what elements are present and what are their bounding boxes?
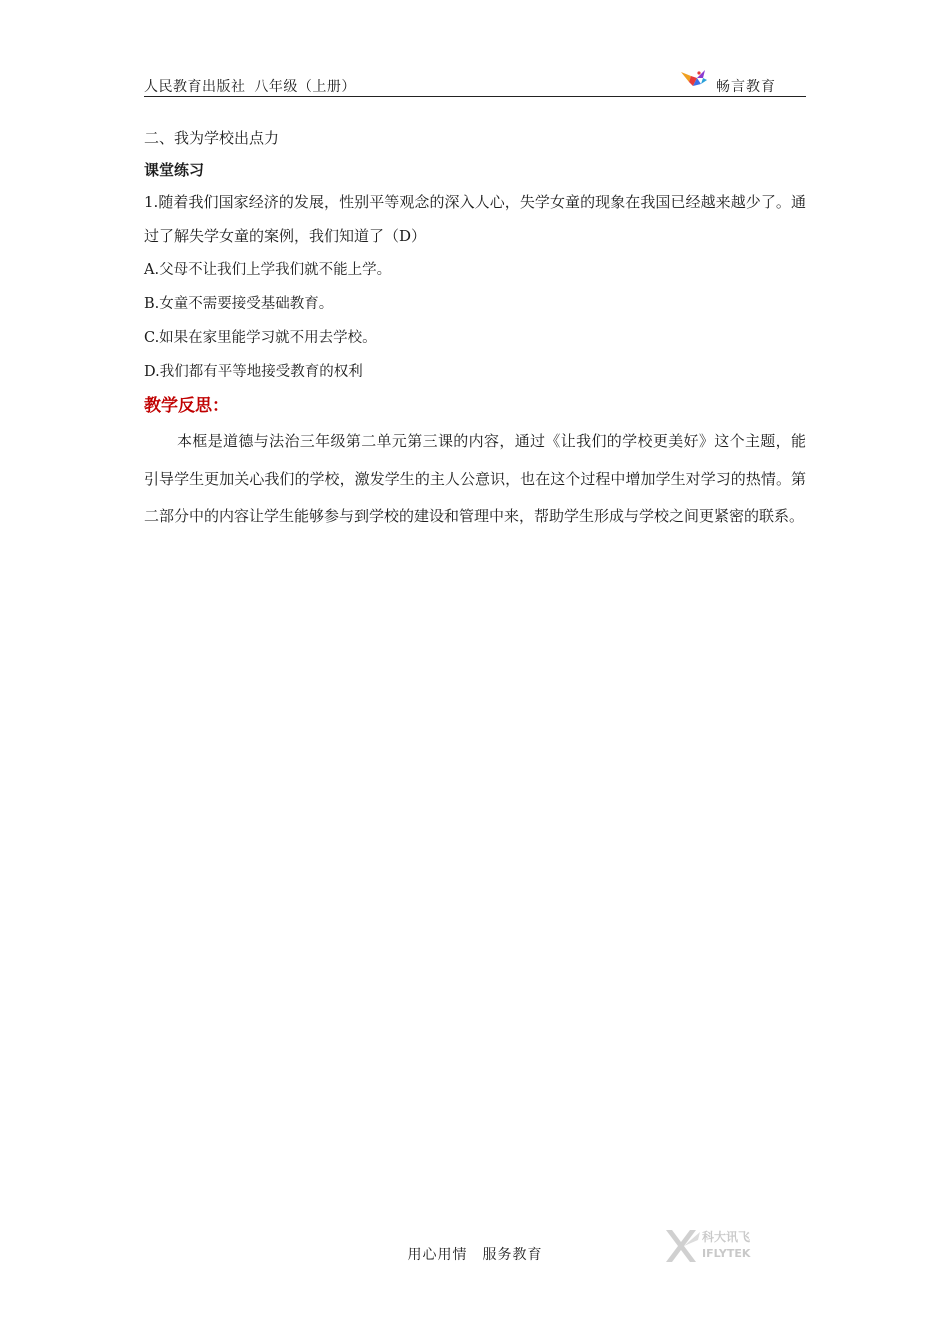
logo-text-en: IFLYTEK [702,1247,751,1260]
footer-slogan: 用心用情 服务教育 [407,1247,543,1263]
reflection-heading: 教学反思： [144,396,229,416]
iflytek-logo-icon [664,1226,774,1264]
changyan-bird-logo-icon [679,66,709,92]
reflection-body: 本框是道德与法治三年级第二单元第三课的内容，通过《让我们的学校更美好》这个主题，能引导学生更加关心我们的学校，激发学生的主人公意识，也在这个过程中增加学生对学习的热情。第二部分中的内容让学生能够参与到学校的建设和管理中来，帮助学生形成与学校之间更紧密的联系。 [144,432,806,525]
section-title: 二、我为学校出点力 [144,129,280,147]
option-b: B.女童不需要接受基础教育。 [144,296,334,312]
page-header [144,72,806,97]
option-a: A.父母不让我们上学我们就不能上学。 [144,262,392,278]
option-d: D.我们都有平等地接受教育的权利 [144,364,363,380]
logo-text-cn: 科大讯飞 [702,1230,751,1244]
question-text: 1.随着我们国家经济的发展，性别平等观念的深入人心，失学女童的现象在我国已经越来越少了。通过了解失学女童的案例，我们知道了（D） [144,193,806,245]
publisher-label: 人民教育出版社 八年级（上册） [144,79,356,95]
brand-name: 畅言教育 [716,79,776,95]
exercise-heading: 课堂练习 [144,161,205,179]
main-content [144,125,806,536]
option-c: C.如果在家里能学习就不用去学校。 [144,330,377,346]
